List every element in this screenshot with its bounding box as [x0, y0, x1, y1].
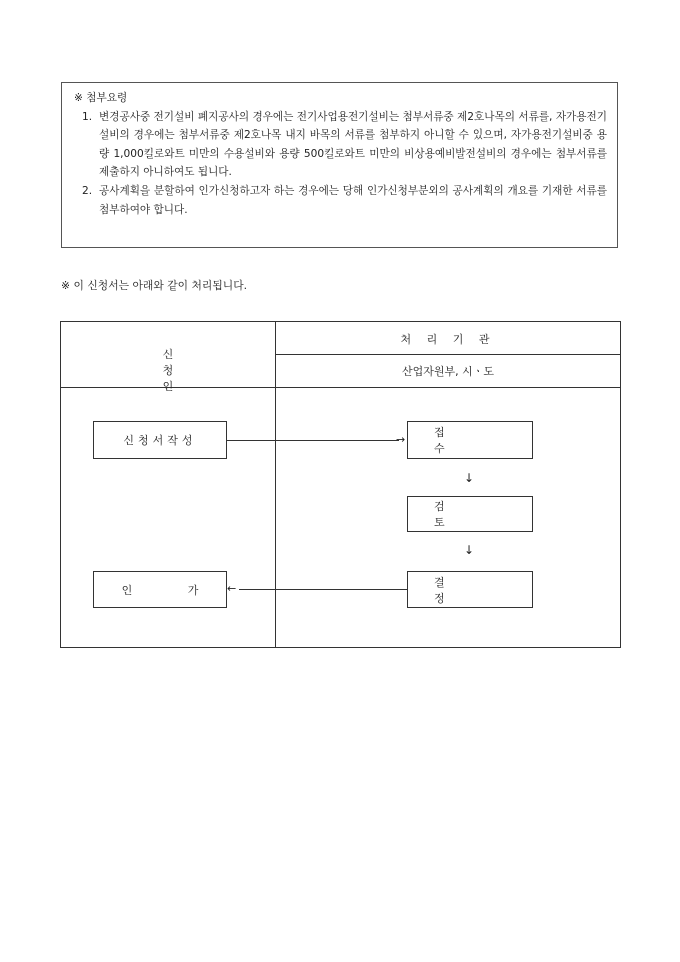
arrow-to-receive [227, 440, 399, 441]
arrow-right-icon: → [396, 433, 406, 446]
note-text: 변경공사중 전기설비 폐지공사의 경우에는 전기사업용전기설비는 첨부서류중 제2호나목의 서류를, 자가용전기설비의 경우에는 첨부서류중 제2호나목 내지 바목의 서류를 첨부하지 아니할 수 있으며, 자가용전기설비중 용량 1,000킬로와트 미만의 수용설비와 용량 500킬로와트 미만의 비상용예비발전설비의 경우에는 첨부서류를 제출하지 아니하여도 됩니다. [99, 110, 607, 179]
notes-heading: ※ 첨부요령 [74, 92, 128, 104]
note-item-2 [82, 182, 607, 219]
note-number: 2. [82, 184, 93, 197]
arrow-down-icon: ↓ [464, 471, 475, 485]
note-number: 1. [82, 110, 93, 123]
notes-list [72, 108, 607, 220]
arrow-left-icon: ← [227, 582, 237, 595]
step-approve: 인 가 [93, 571, 227, 608]
process-flow-table [60, 321, 621, 648]
step-decide: 결 정 [407, 571, 533, 608]
applicant-header: 신 청 인 [162, 348, 226, 393]
attachment-notes [61, 82, 618, 248]
step-receive: 접 수 [407, 421, 533, 459]
agency-subheader: 산업자원부, 시ㆍ도 [401, 365, 494, 378]
step-write-application: 신청서작성 [93, 421, 227, 459]
arrow-to-approve [239, 589, 407, 590]
step-review: 검 토 [407, 496, 533, 532]
note-item-1 [82, 108, 607, 182]
arrow-down-icon: ↓ [464, 543, 475, 557]
note-text: 공사계획을 분할하여 인가신청하고자 하는 경우에는 당해 인가신청부분외의 공사계획의 개요를 기재한 서류를 첨부하여야 합니다. [99, 184, 607, 216]
agency-header: 처 리 기 관 [400, 333, 496, 346]
process-intro: ※ 이 신청서는 아래와 같이 처리됩니다. [61, 279, 248, 292]
subheader-divider [276, 354, 620, 355]
